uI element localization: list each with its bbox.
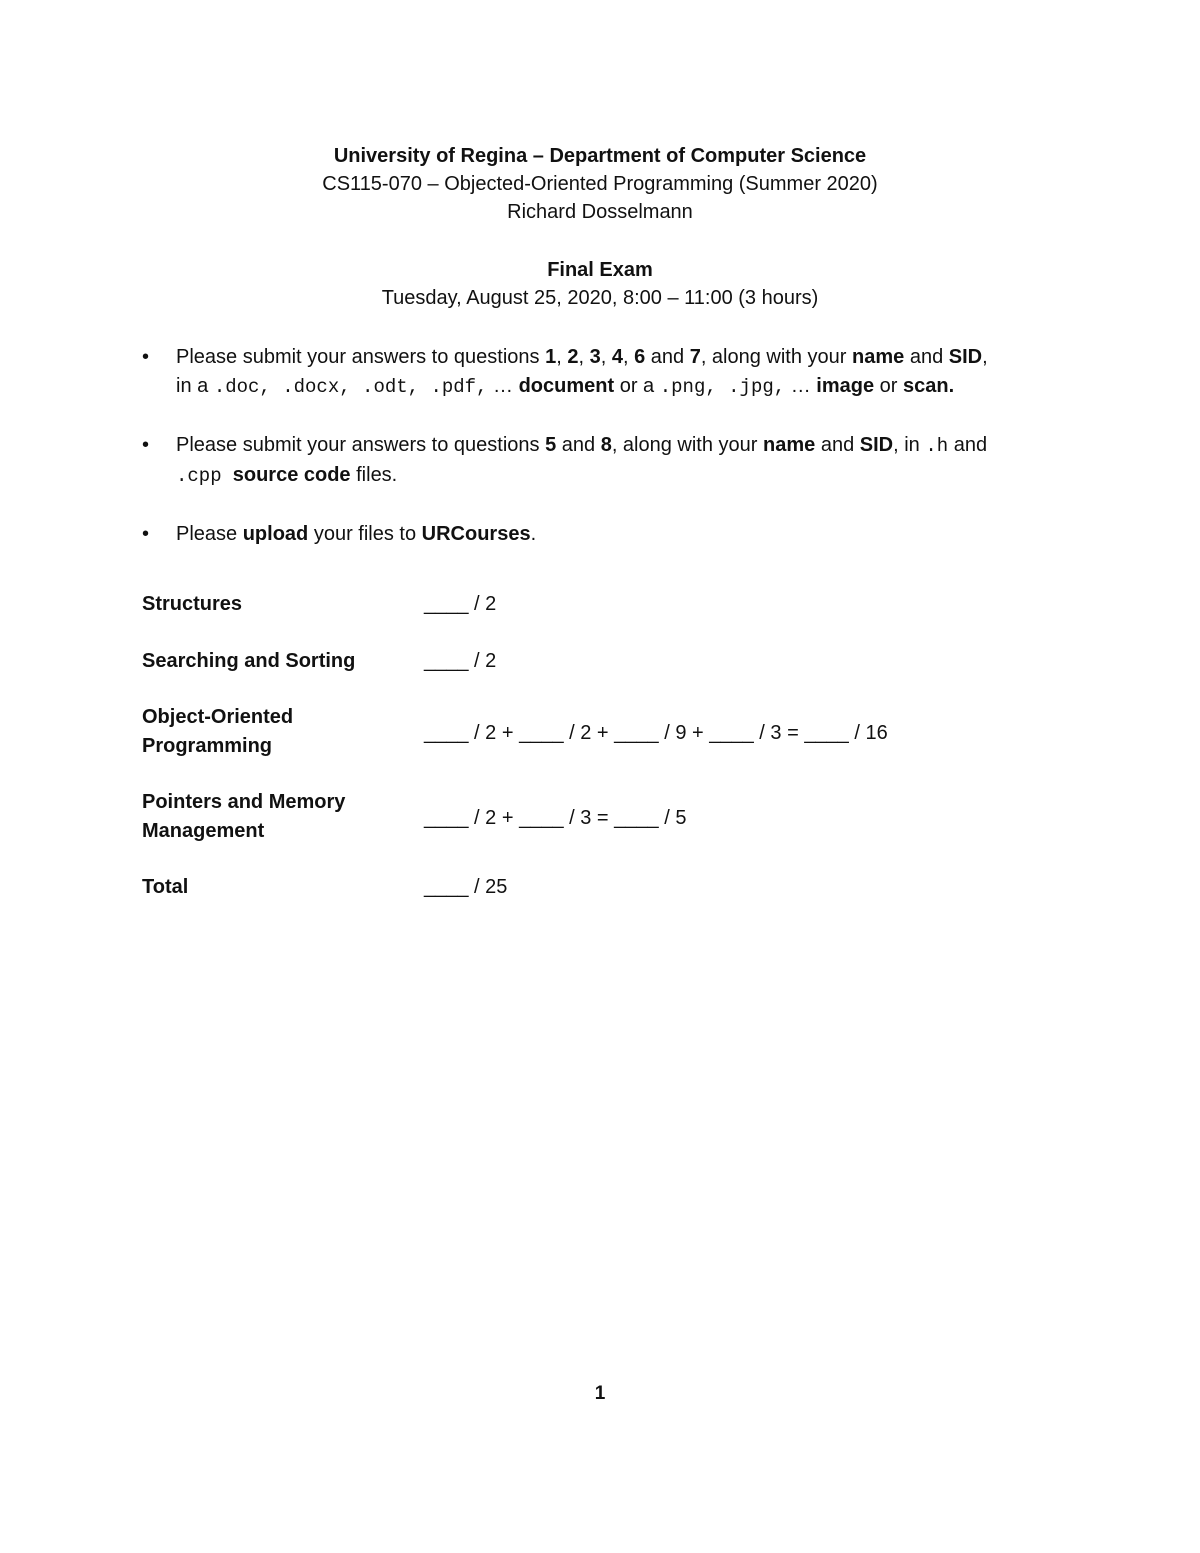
instruction-text: Please submit your answers to questions 5 and 8, along with your name and SID, in .h and .cpp source code files.	[176, 434, 988, 487]
marks-row-pointers-memory	[142, 788, 1042, 846]
file-extensions-images: .png, .jpg,	[659, 376, 786, 398]
marks-label: Structures	[142, 593, 243, 615]
marks-row-structures	[142, 590, 1042, 619]
marks-score: ____ / 25	[424, 876, 508, 898]
bullet-icon: •	[142, 434, 150, 456]
instruction-item-document-answers	[142, 343, 1102, 402]
instruction-item-source-code	[142, 431, 1102, 491]
page-number: 1	[594, 1383, 606, 1404]
exam-title: Final Exam	[547, 259, 653, 281]
exam-header	[0, 142, 1200, 226]
marks-score: ____ / 2 + ____ / 2 + ____ / 9 + ____ / 3 = ____ / 16	[424, 721, 888, 744]
exam-title-block	[0, 256, 1200, 312]
marks-label: Pointers and Memory Management	[142, 791, 346, 842]
instructions-list	[142, 343, 1102, 578]
marks-row-searching-sorting	[142, 647, 1042, 676]
instruction-text: Please upload your files to URCourses.	[176, 523, 537, 545]
instruction-text: Please submit your answers to questions 1, 2, 3, 4, 6 and 7, along with your name and SID, in a .doc, .docx, .odt, .pdf, … document or a .png, .jpg, … image or scan.	[176, 346, 988, 398]
file-extension-h: .h	[925, 435, 949, 457]
instruction-item-upload	[142, 520, 1102, 549]
file-extension-cpp: .cpp	[176, 465, 222, 487]
instructor-line: Richard Dosselmann	[507, 201, 693, 223]
marks-score: ____ / 2	[424, 593, 497, 615]
marks-table	[142, 590, 1042, 902]
course-line: CS115-070 – Objected-Oriented Programming (Summer 2020)	[322, 173, 878, 195]
file-extensions-documents: .doc, .docx, .odt, .pdf,	[213, 376, 488, 398]
marks-label: Total	[142, 876, 189, 898]
bullet-icon: •	[142, 523, 150, 545]
marks-label: Searching and Sorting	[142, 650, 356, 672]
university-line: University of Regina – Department of Computer Science	[333, 145, 867, 167]
marks-score: ____ / 2	[424, 650, 497, 672]
exam-datetime: Tuesday, August 25, 2020, 8:00 – 11:00 (3 hours)	[381, 287, 819, 309]
marks-score: ____ / 2 + ____ / 3 = ____ / 5	[424, 806, 687, 829]
marks-label: Object-Oriented Programming	[142, 706, 294, 757]
marks-row-oop	[142, 703, 1042, 761]
bullet-icon: •	[142, 346, 150, 368]
marks-row-total	[142, 873, 1042, 902]
